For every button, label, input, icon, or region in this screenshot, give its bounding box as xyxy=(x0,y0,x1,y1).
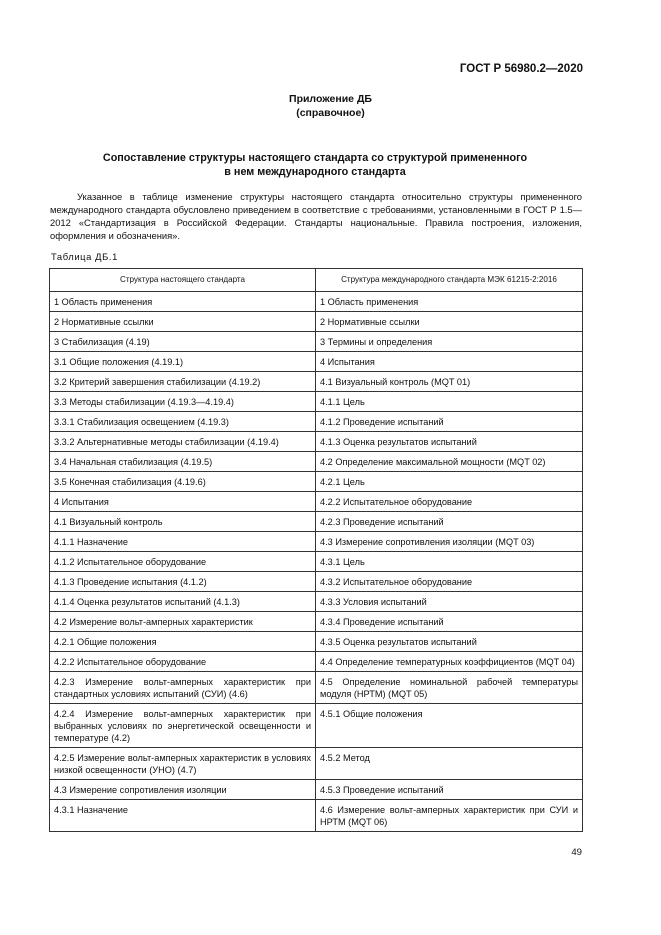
table-row xyxy=(50,492,583,512)
national-structure-cell: 1 Область применения xyxy=(50,292,316,312)
table-row xyxy=(50,532,583,552)
annex-heading xyxy=(0,92,661,120)
table-header-row xyxy=(50,269,583,292)
table-row xyxy=(50,800,583,832)
table-row xyxy=(50,592,583,612)
international-structure-cell: 4.5.2 Метод xyxy=(316,748,583,780)
national-structure-cell: 3.3 Методы стабилизации (4.19.3—4.19.4) xyxy=(50,392,316,412)
international-structure-cell: 4.3.3 Условия испытаний xyxy=(316,592,583,612)
structure-comparison-table xyxy=(49,268,583,832)
table-body xyxy=(50,292,583,832)
table-row xyxy=(50,632,583,652)
national-structure-cell: 4.1.1 Назначение xyxy=(50,532,316,552)
international-structure-cell: 4.3.1 Цель xyxy=(316,552,583,572)
national-structure-cell: 4 Испытания xyxy=(50,492,316,512)
table-row xyxy=(50,672,583,704)
international-structure-cell: 4.2.3 Проведение испытаний xyxy=(316,512,583,532)
table-row xyxy=(50,552,583,572)
national-structure-cell: 4.1 Визуальный контроль xyxy=(50,512,316,532)
section-title xyxy=(50,151,580,179)
national-structure-cell: 4.2.5 Измерение вольт-амперных характеристик в условиях низкой освещенности (УНО) (4.7) xyxy=(50,748,316,780)
national-structure-cell: 3.3.1 Стабилизация освещением (4.19.3) xyxy=(50,412,316,432)
national-structure-cell: 3.1 Общие положения (4.19.1) xyxy=(50,352,316,372)
international-structure-cell: 4.2 Определение максимальной мощности (MQT 02) xyxy=(316,452,583,472)
international-structure-cell: 4.2.2 Испытательное оборудование xyxy=(316,492,583,512)
column-header-national: Структура настоящего стандарта xyxy=(50,269,316,292)
international-structure-cell: 4.1.3 Оценка результатов испытаний xyxy=(316,432,583,452)
national-structure-cell: 3.4 Начальная стабилизация (4.19.5) xyxy=(50,452,316,472)
national-structure-cell: 3 Стабилизация (4.19) xyxy=(50,332,316,352)
international-structure-cell: 2 Нормативные ссылки xyxy=(316,312,583,332)
international-structure-cell: 4.3.2 Испытательное оборудование xyxy=(316,572,583,592)
national-structure-cell: 4.2.2 Испытательное оборудование xyxy=(50,652,316,672)
international-structure-cell: 4.1 Визуальный контроль (MQT 01) xyxy=(316,372,583,392)
table-row xyxy=(50,704,583,748)
table-row xyxy=(50,472,583,492)
international-structure-cell: 4.3.4 Проведение испытаний xyxy=(316,612,583,632)
national-structure-cell: 4.2.3 Измерение вольт-амперных характеристик при стандартных условиях испытаний (СУИ) (4.6) xyxy=(50,672,316,704)
international-structure-cell: 4.2.1 Цель xyxy=(316,472,583,492)
international-structure-cell: 4.1.1 Цель xyxy=(316,392,583,412)
table-row xyxy=(50,392,583,412)
table-row xyxy=(50,332,583,352)
international-structure-cell: 3 Термины и определения xyxy=(316,332,583,352)
table-row xyxy=(50,452,583,472)
intro-paragraph: Указанное в таблице изменение структуры настоящего стандарта относительно структуры примененного международного стандарта обусловлено приведением в соответствие с требованиями, установленными в ГОСТ Р 1.5—2012 «Стандартизация в Российской Федерации. Стандарты национальные. Правила построения, изложения, оформления и обозначения». xyxy=(50,191,582,241)
table-row xyxy=(50,352,583,372)
international-structure-cell: 4.4 Определение температурных коэффициентов (MQT 04) xyxy=(316,652,583,672)
national-structure-cell: 4.1.3 Проведение испытания (4.1.2) xyxy=(50,572,316,592)
national-structure-cell: 4.1.2 Испытательное оборудование xyxy=(50,552,316,572)
annex-title: Приложение ДБ xyxy=(289,93,372,105)
international-structure-cell: 4.5.1 Общие положения xyxy=(316,704,583,748)
table-row xyxy=(50,612,583,632)
table-row xyxy=(50,572,583,592)
table-caption: Таблица ДБ.1 xyxy=(51,251,118,262)
international-structure-cell: 4.1.2 Проведение испытаний xyxy=(316,412,583,432)
national-structure-cell: 4.3 Измерение сопротивления изоляции xyxy=(50,780,316,800)
page-number: 49 xyxy=(571,847,582,858)
international-structure-cell: 1 Область применения xyxy=(316,292,583,312)
section-title-line-1: Сопоставление структуры настоящего стандарта со структурой примененного xyxy=(102,152,528,164)
national-structure-cell: 3.3.2 Альтернативные методы стабилизации (4.19.4) xyxy=(50,432,316,452)
national-structure-cell: 3.2 Критерий завершения стабилизации (4.19.2) xyxy=(50,372,316,392)
table-row xyxy=(50,748,583,780)
international-structure-cell: 4.3 Измерение сопротивления изоляции (MQT 03) xyxy=(316,532,583,552)
national-structure-cell: 4.1.4 Оценка результатов испытаний (4.1.3) xyxy=(50,592,316,612)
national-structure-cell: 4.2 Измерение вольт-амперных характеристик xyxy=(50,612,316,632)
national-structure-cell: 3.5 Конечная стабилизация (4.19.6) xyxy=(50,472,316,492)
table-row xyxy=(50,292,583,312)
international-structure-cell: 4.6 Измерение вольт-амперных характеристик при СУИ и НРТМ (MQT 06) xyxy=(316,800,583,832)
standard-designation: ГОСТ Р 56980.2—2020 xyxy=(459,63,583,75)
annex-subtitle: (справочное) xyxy=(296,107,365,119)
national-structure-cell: 4.2.1 Общие положения xyxy=(50,632,316,652)
table-row xyxy=(50,780,583,800)
table-row xyxy=(50,312,583,332)
national-structure-cell: 2 Нормативные ссылки xyxy=(50,312,316,332)
national-structure-cell: 4.3.1 Назначение xyxy=(50,800,316,832)
international-structure-cell: 4.5.3 Проведение испытаний xyxy=(316,780,583,800)
table-row xyxy=(50,412,583,432)
table-row xyxy=(50,652,583,672)
table-row xyxy=(50,512,583,532)
national-structure-cell: 4.2.4 Измерение вольт-амперных характеристик при выбранных условиях по энергетической освещенности и температуре (4.2) xyxy=(50,704,316,748)
table-row xyxy=(50,432,583,452)
section-title-line-2: в нем международного стандарта xyxy=(224,166,406,178)
international-structure-cell: 4 Испытания xyxy=(316,352,583,372)
international-structure-cell: 4.3.5 Оценка результатов испытаний xyxy=(316,632,583,652)
column-header-international: Структура международного стандарта МЭК 61215-2:2016 xyxy=(316,269,583,292)
table-row xyxy=(50,372,583,392)
international-structure-cell: 4.5 Определение номинальной рабочей температуры модуля (НРТМ) (MQT 05) xyxy=(316,672,583,704)
